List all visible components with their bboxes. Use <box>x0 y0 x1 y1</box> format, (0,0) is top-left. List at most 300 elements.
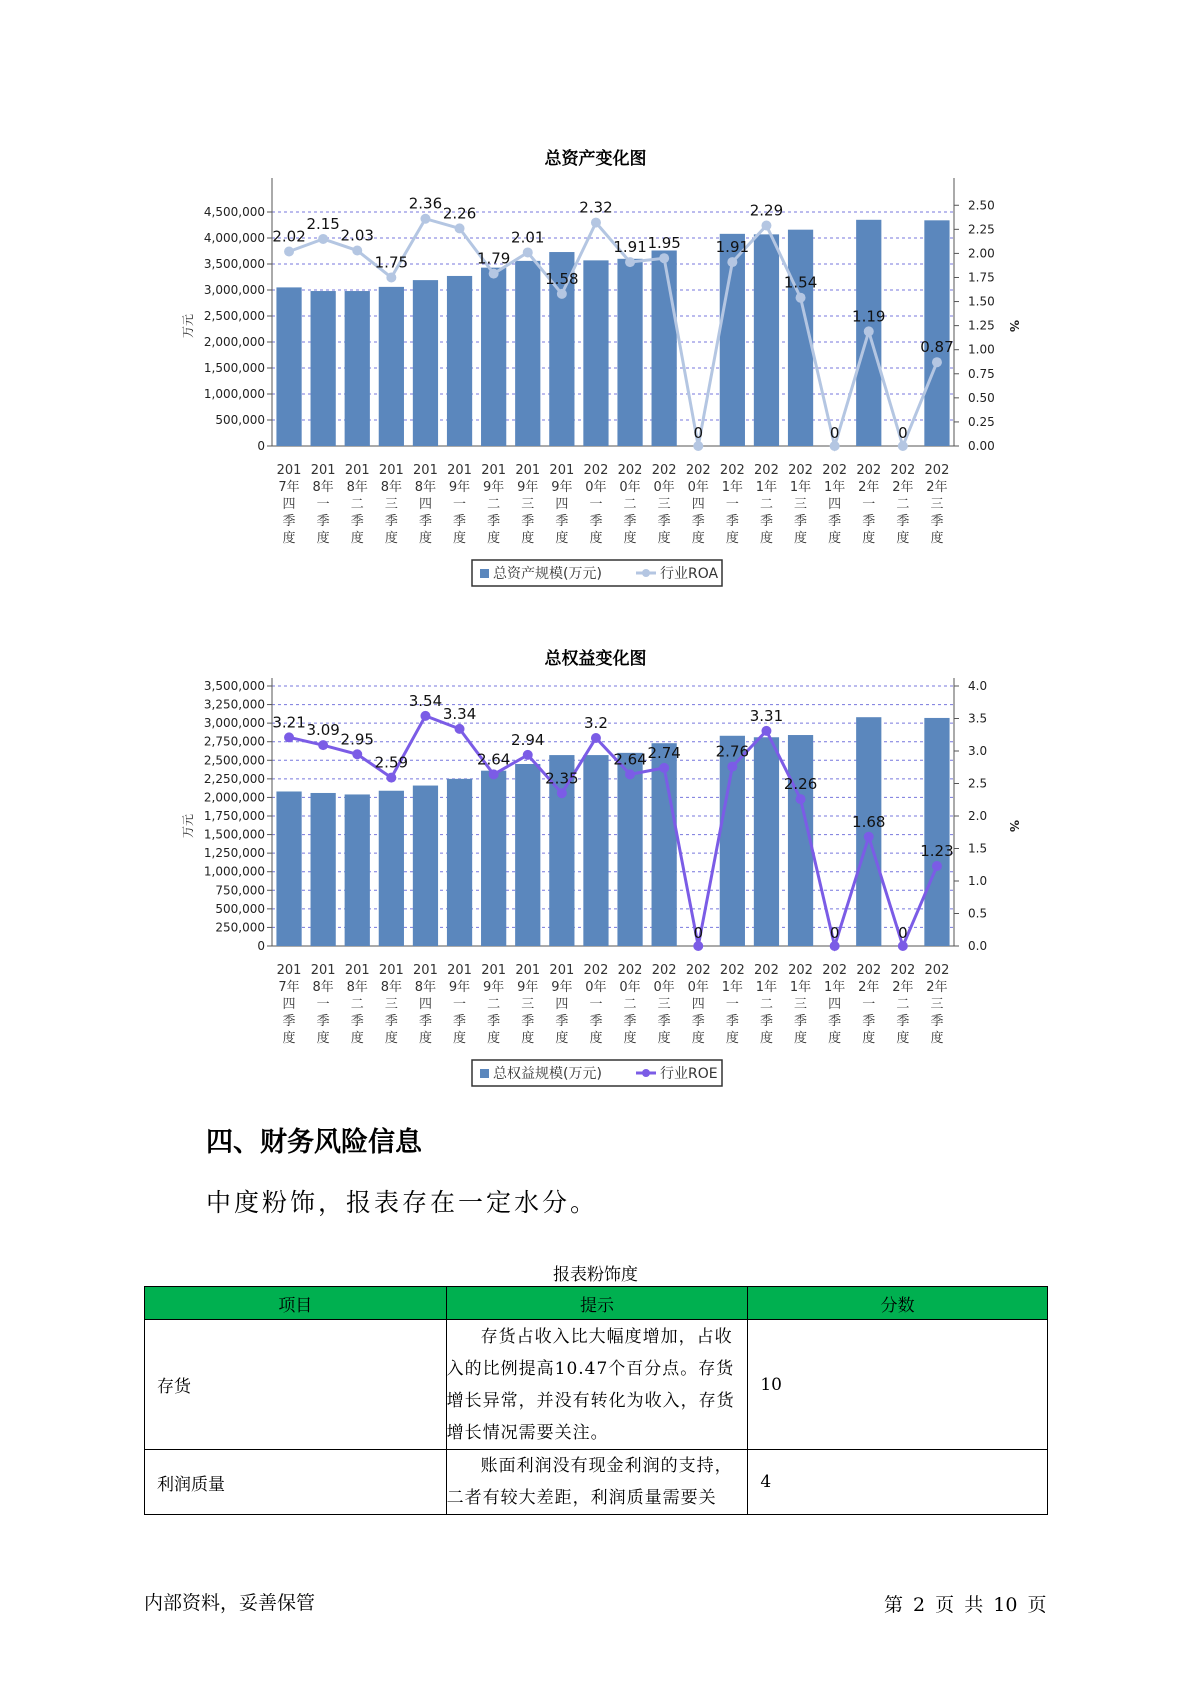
x-tick-label: 季 <box>828 1014 842 1029</box>
x-tick-label: 季 <box>418 514 432 529</box>
data-label: 1.79 <box>476 249 511 268</box>
x-tick-label: 0年 <box>687 980 709 995</box>
y2-tick-label: 2.00 <box>968 246 995 261</box>
table-row <box>145 1450 1048 1515</box>
y-tick-label: 2,500,000 <box>203 753 265 768</box>
row-score: 4 <box>748 1450 1048 1515</box>
x-tick-label: 201 <box>481 463 507 478</box>
section-heading: 四、财务风险信息 <box>206 1127 422 1158</box>
x-tick-label: 201 <box>447 963 472 978</box>
x-tick-label: 一 <box>725 997 739 1012</box>
x-tick-label: 201 <box>515 963 541 978</box>
x-tick-label: 度 <box>794 531 808 546</box>
bar <box>413 280 438 446</box>
line-point <box>591 218 601 228</box>
legend-label-bars: 总权益规模(万元) <box>493 1066 602 1082</box>
x-tick-label: 202 <box>856 463 882 478</box>
header-item: 项目 <box>145 1287 447 1320</box>
bar <box>652 250 677 446</box>
x-tick-label: 202 <box>719 963 745 978</box>
x-tick-label: 度 <box>589 531 603 546</box>
line-point <box>557 788 567 798</box>
x-tick-label: 度 <box>862 1031 876 1046</box>
x-tick-label: 度 <box>487 1031 501 1046</box>
x-tick-label: 度 <box>282 1031 296 1046</box>
data-label: 2.76 <box>715 742 750 761</box>
x-tick-label: 9年 <box>483 480 505 495</box>
x-tick-label: 度 <box>418 531 432 546</box>
y2-tick-label: 1.25 <box>968 318 995 333</box>
y2-tick-label: 1.50 <box>968 294 995 309</box>
x-tick-label: 度 <box>930 1031 944 1046</box>
line-point <box>318 234 328 244</box>
x-tick-label: 季 <box>691 514 705 529</box>
x-tick-label: 度 <box>725 1031 739 1046</box>
line-point <box>284 732 294 742</box>
line-point <box>659 253 669 263</box>
y2-tick-label: 1.0 <box>968 874 988 888</box>
x-tick-label: 2年 <box>892 980 914 995</box>
x-tick-label: 7年 <box>278 480 300 495</box>
x-tick-label: 度 <box>521 531 535 546</box>
x-tick-label: 201 <box>481 963 507 978</box>
line-point <box>523 750 533 760</box>
y2-tick-label: 1.75 <box>968 270 995 285</box>
x-tick-label: 二 <box>759 497 773 512</box>
line-point <box>420 214 430 224</box>
x-tick-label: 202 <box>788 963 813 978</box>
x-tick-label: 202 <box>856 963 882 978</box>
x-tick-label: 8年 <box>414 980 437 995</box>
y-tick-label: 2,750,000 <box>203 734 265 749</box>
x-tick-label: 0年 <box>687 480 709 495</box>
x-tick-label: 季 <box>350 514 364 529</box>
x-tick-label: 季 <box>384 514 398 529</box>
x-tick-label: 9年 <box>517 480 539 495</box>
x-tick-label: 季 <box>930 1014 944 1029</box>
y-axis-label: 万元 <box>181 813 195 839</box>
y2-tick-label: 3.5 <box>968 711 988 726</box>
x-tick-label: 度 <box>555 531 569 546</box>
line-point <box>352 749 362 759</box>
x-tick-label: 202 <box>924 463 950 478</box>
x-tick-label: 度 <box>418 1031 432 1046</box>
x-tick-label: 0年 <box>653 480 675 495</box>
x-tick-label: 四 <box>555 997 569 1012</box>
x-tick-label: 度 <box>555 1031 569 1046</box>
x-tick-label: 度 <box>691 1031 705 1046</box>
x-tick-label: 201 <box>378 463 404 478</box>
x-tick-label: 度 <box>896 1031 910 1046</box>
row-item: 利润质量 <box>145 1450 447 1515</box>
chart-title-total-assets: 总资产变化图 <box>544 149 647 169</box>
line-point <box>557 289 567 299</box>
x-tick-label: 四 <box>828 997 842 1012</box>
data-label: 1.23 <box>920 842 954 861</box>
x-tick-label: 0年 <box>619 980 641 995</box>
x-tick-label: 一 <box>862 997 876 1012</box>
x-tick-label: 三 <box>384 997 398 1012</box>
y-tick-label: 3,500,000 <box>203 679 265 693</box>
y-tick-label: 1,750,000 <box>203 809 265 823</box>
x-tick-label: 度 <box>623 1031 637 1046</box>
row-item: 存货 <box>145 1320 447 1450</box>
data-label: 2.74 <box>647 743 681 762</box>
x-tick-label: 二 <box>487 997 501 1012</box>
line-point <box>489 269 499 279</box>
x-tick-label: 季 <box>555 1014 569 1029</box>
x-tick-label: 202 <box>617 463 643 478</box>
line-point <box>864 326 874 336</box>
line-point <box>761 220 771 230</box>
x-tick-label: 季 <box>521 1014 535 1029</box>
row-hint: 账面利润没有现金利润的支持，二者有较大差距，利润质量需要关 <box>446 1450 748 1515</box>
line-point <box>864 832 874 842</box>
x-tick-label: 四 <box>282 497 296 512</box>
y-tick-label: 2,500,000 <box>203 309 265 323</box>
line-point <box>693 941 703 951</box>
x-tick-label: 度 <box>453 1031 467 1046</box>
line-point <box>523 247 533 257</box>
x-tick-label: 一 <box>316 497 330 512</box>
data-label: 1.91 <box>715 238 750 257</box>
x-tick-label: 度 <box>316 1031 330 1046</box>
data-label: 3.54 <box>408 691 443 710</box>
x-tick-label: 季 <box>930 514 944 529</box>
x-tick-label: 201 <box>310 463 336 478</box>
x-tick-label: 季 <box>794 1014 808 1029</box>
chart-title-total-equity: 总权益变化图 <box>544 649 647 669</box>
x-tick-label: 二 <box>350 997 364 1012</box>
x-tick-label: 0年 <box>653 980 675 995</box>
x-tick-label: 1年 <box>721 480 743 495</box>
x-tick-label: 四 <box>555 497 569 512</box>
x-tick-label: 一 <box>453 997 467 1012</box>
data-label: 2.26 <box>442 204 477 223</box>
bar <box>924 718 949 946</box>
bar <box>583 755 608 946</box>
x-tick-label: 201 <box>413 963 438 978</box>
whitewash-table <box>144 1286 1048 1515</box>
x-tick-label: 四 <box>282 997 296 1012</box>
data-label: 3.21 <box>272 713 306 732</box>
y-tick-label: 3,000,000 <box>203 716 265 731</box>
line-point <box>830 941 840 951</box>
y2-tick-label: 0.25 <box>968 414 995 429</box>
x-tick-label: 度 <box>759 531 773 546</box>
line-point <box>455 724 465 734</box>
legend-swatch-bars <box>480 1069 489 1078</box>
data-label: 1.68 <box>852 812 886 831</box>
section-intro: 中度粉饰，报表存在一定水分。 <box>206 1188 599 1217</box>
data-label: 1.58 <box>545 269 579 288</box>
x-tick-label: 度 <box>896 531 910 546</box>
line-point <box>625 257 635 267</box>
bar <box>924 220 949 446</box>
x-tick-label: 二 <box>623 997 637 1012</box>
line-point <box>796 293 806 303</box>
x-tick-label: 1年 <box>824 480 846 495</box>
x-tick-label: 季 <box>657 1014 671 1029</box>
data-label: 2.95 <box>340 730 374 749</box>
x-tick-label: 二 <box>759 997 773 1012</box>
y2-tick-label: 1.00 <box>968 342 995 357</box>
y-tick-label: 3,000,000 <box>203 283 265 297</box>
data-label: 3.2 <box>584 714 608 732</box>
table-header-row <box>145 1287 1048 1320</box>
x-tick-label: 202 <box>890 463 916 478</box>
x-tick-label: 202 <box>617 963 643 978</box>
x-tick-label: 二 <box>623 497 637 512</box>
y2-tick-label: 3.0 <box>968 744 988 758</box>
x-tick-label: 度 <box>657 1031 671 1046</box>
x-tick-label: 202 <box>583 463 609 478</box>
x-tick-label: 1年 <box>824 980 846 995</box>
x-tick-label: 一 <box>453 497 467 512</box>
y2-tick-label: 2.50 <box>968 198 995 213</box>
x-tick-label: 1年 <box>755 980 778 995</box>
x-tick-label: 二 <box>350 497 364 512</box>
x-tick-label: 三 <box>930 997 944 1012</box>
data-label: 2.36 <box>408 194 443 213</box>
x-tick-label: 202 <box>822 963 848 978</box>
y2-tick-label: 1.5 <box>968 841 988 856</box>
x-tick-label: 季 <box>794 514 808 529</box>
total-equity-chart <box>0 670 1191 1090</box>
data-label: 2.15 <box>306 214 340 233</box>
x-tick-label: 度 <box>794 1031 808 1046</box>
y2-tick-label: 0.0 <box>968 939 988 953</box>
x-tick-label: 202 <box>651 963 677 978</box>
bar <box>515 261 540 446</box>
y-tick-label: 250,000 <box>215 920 265 935</box>
x-tick-label: 季 <box>521 514 535 529</box>
x-tick-label: 9年 <box>551 480 573 495</box>
x-tick-label: 季 <box>316 1014 330 1029</box>
line-point <box>761 726 771 736</box>
x-tick-label: 8年 <box>346 480 368 495</box>
data-label: 0 <box>898 424 908 442</box>
bar <box>379 287 404 446</box>
row-hint: 存货占收入比大幅度增加，占收入的比例提高10.47个百分点。存货增长异常，并没有转化为收入，存货增长情况需要关注。 <box>446 1320 748 1450</box>
x-tick-label: 8年 <box>312 980 334 995</box>
bar <box>447 276 472 446</box>
bar <box>276 287 301 446</box>
x-tick-label: 三 <box>657 497 671 512</box>
y2-tick-label: 2.5 <box>968 776 988 791</box>
y-tick-label: 4,000,000 <box>203 231 265 245</box>
data-label: 2.32 <box>579 198 613 217</box>
data-label: 2.29 <box>749 201 784 220</box>
y2-tick-label: 2.0 <box>968 809 988 823</box>
y-tick-label: 1,500,000 <box>203 827 265 842</box>
line-point <box>830 441 840 451</box>
x-tick-label: 8年 <box>414 480 437 495</box>
y2-tick-label: 4.0 <box>968 679 988 693</box>
line-point <box>932 357 942 367</box>
x-tick-label: 一 <box>725 497 739 512</box>
data-label: 3.09 <box>306 721 340 740</box>
bar <box>413 786 438 946</box>
x-tick-label: 四 <box>691 997 705 1012</box>
x-tick-label: 1年 <box>755 480 778 495</box>
y2-tick-label: 0.50 <box>968 390 995 405</box>
x-tick-label: 9年 <box>551 980 573 995</box>
data-label: 2.01 <box>511 228 545 247</box>
bar <box>856 717 881 946</box>
y-tick-label: 2,000,000 <box>203 335 265 349</box>
x-tick-label: 二 <box>896 497 910 512</box>
line-point <box>727 762 737 772</box>
y-tick-label: 1,000,000 <box>203 387 265 401</box>
x-tick-label: 季 <box>862 1014 876 1029</box>
x-tick-label: 三 <box>384 497 398 512</box>
x-tick-label: 202 <box>754 963 779 978</box>
table-caption: 报表粉饰度 <box>553 1265 638 1285</box>
x-tick-label: 202 <box>651 463 677 478</box>
x-tick-label: 季 <box>657 514 671 529</box>
y-tick-label: 3,500,000 <box>203 257 265 271</box>
x-tick-label: 度 <box>930 531 944 546</box>
x-tick-label: 一 <box>316 997 330 1012</box>
x-tick-label: 201 <box>515 463 541 478</box>
y-tick-label: 3,250,000 <box>203 697 265 712</box>
x-tick-label: 202 <box>890 963 916 978</box>
total-assets-chart <box>0 170 1191 590</box>
y-tick-label: 0 <box>257 939 265 953</box>
x-tick-label: 季 <box>623 1014 637 1029</box>
data-label: 1.54 <box>783 273 818 292</box>
data-label: 0 <box>829 424 840 442</box>
line-point <box>284 246 294 256</box>
x-tick-label: 季 <box>487 1014 501 1029</box>
x-tick-label: 1年 <box>789 980 812 995</box>
bar <box>617 259 642 446</box>
bar <box>617 753 642 946</box>
x-tick-label: 8年 <box>380 980 402 995</box>
x-tick-label: 季 <box>828 514 842 529</box>
x-tick-label: 度 <box>828 1031 842 1046</box>
data-label: 1.95 <box>647 234 681 253</box>
line-point <box>625 769 635 779</box>
x-tick-label: 201 <box>378 963 404 978</box>
x-tick-label: 1年 <box>789 480 812 495</box>
data-label: 2.02 <box>272 227 306 246</box>
line-point <box>352 246 362 256</box>
data-label: 0 <box>693 424 704 442</box>
x-tick-label: 四 <box>418 497 432 512</box>
x-tick-label: 季 <box>282 1014 296 1029</box>
legend-label-line: 行业ROE <box>660 1066 718 1082</box>
data-label: 0 <box>693 924 704 942</box>
x-tick-label: 202 <box>719 463 745 478</box>
x-tick-label: 201 <box>276 963 302 978</box>
x-tick-label: 202 <box>754 463 779 478</box>
y2-tick-label: 0.5 <box>968 906 988 921</box>
x-tick-label: 度 <box>350 531 364 546</box>
line-point <box>796 794 806 804</box>
x-tick-label: 四 <box>418 997 432 1012</box>
y-tick-label: 500,000 <box>215 901 265 916</box>
header-score: 分数 <box>748 1287 1048 1320</box>
y-axis-label: 万元 <box>181 313 195 339</box>
line-point <box>420 711 430 721</box>
x-tick-label: 2年 <box>926 480 948 495</box>
x-tick-label: 201 <box>447 463 472 478</box>
x-tick-label: 度 <box>759 1031 773 1046</box>
x-tick-label: 7年 <box>278 980 300 995</box>
data-label: 2.03 <box>340 226 374 245</box>
x-tick-label: 度 <box>623 531 637 546</box>
y-tick-label: 2,250,000 <box>203 771 265 786</box>
x-tick-label: 0年 <box>585 980 607 995</box>
x-tick-label: 三 <box>521 997 535 1012</box>
x-tick-label: 季 <box>555 514 569 529</box>
x-tick-label: 202 <box>924 963 950 978</box>
x-tick-label: 度 <box>862 531 876 546</box>
x-tick-label: 季 <box>759 514 773 529</box>
x-tick-label: 8年 <box>380 480 402 495</box>
data-label: 2.64 <box>613 750 647 769</box>
header-hint: 提示 <box>446 1287 748 1320</box>
x-tick-label: 三 <box>794 997 808 1012</box>
x-tick-label: 度 <box>691 531 705 546</box>
legend-swatch-bars <box>480 569 489 578</box>
data-label: 3.31 <box>749 706 784 725</box>
x-tick-label: 三 <box>930 497 944 512</box>
data-label: 1.75 <box>374 253 409 272</box>
x-tick-label: 季 <box>589 1014 603 1029</box>
x-tick-label: 度 <box>589 1031 603 1046</box>
x-tick-label: 202 <box>583 963 609 978</box>
x-tick-label: 2年 <box>892 480 914 495</box>
x-tick-label: 度 <box>487 531 501 546</box>
line-point <box>591 733 601 743</box>
x-tick-label: 201 <box>344 463 370 478</box>
x-tick-label: 0年 <box>585 480 607 495</box>
x-tick-label: 度 <box>384 1031 398 1046</box>
x-tick-label: 201 <box>310 963 336 978</box>
x-tick-label: 度 <box>316 531 330 546</box>
x-tick-label: 202 <box>822 463 848 478</box>
y-tick-label: 750,000 <box>215 883 265 898</box>
x-tick-label: 度 <box>657 531 671 546</box>
x-tick-label: 季 <box>691 1014 705 1029</box>
table-row <box>145 1320 1048 1450</box>
x-tick-label: 2年 <box>858 980 880 995</box>
y2-tick-label: 2.25 <box>968 222 995 237</box>
bar <box>481 771 506 946</box>
x-tick-label: 季 <box>896 514 910 529</box>
legend-swatch-dot <box>642 569 650 577</box>
x-tick-label: 二 <box>487 497 501 512</box>
x-tick-label: 度 <box>282 531 296 546</box>
line-point <box>659 763 669 773</box>
x-tick-label: 度 <box>828 531 842 546</box>
x-tick-label: 202 <box>685 463 711 478</box>
x-tick-label: 季 <box>418 1014 432 1029</box>
x-tick-label: 201 <box>549 963 575 978</box>
footer-confidential: 内部资料，妥善保管 <box>144 1592 316 1614</box>
x-tick-label: 1年 <box>721 980 743 995</box>
x-tick-label: 一 <box>589 497 603 512</box>
data-label: 0 <box>829 924 840 942</box>
line-point <box>386 773 396 783</box>
x-tick-label: 201 <box>276 463 302 478</box>
data-label: 1.91 <box>613 238 647 257</box>
x-tick-label: 一 <box>862 497 876 512</box>
line-point <box>727 257 737 267</box>
